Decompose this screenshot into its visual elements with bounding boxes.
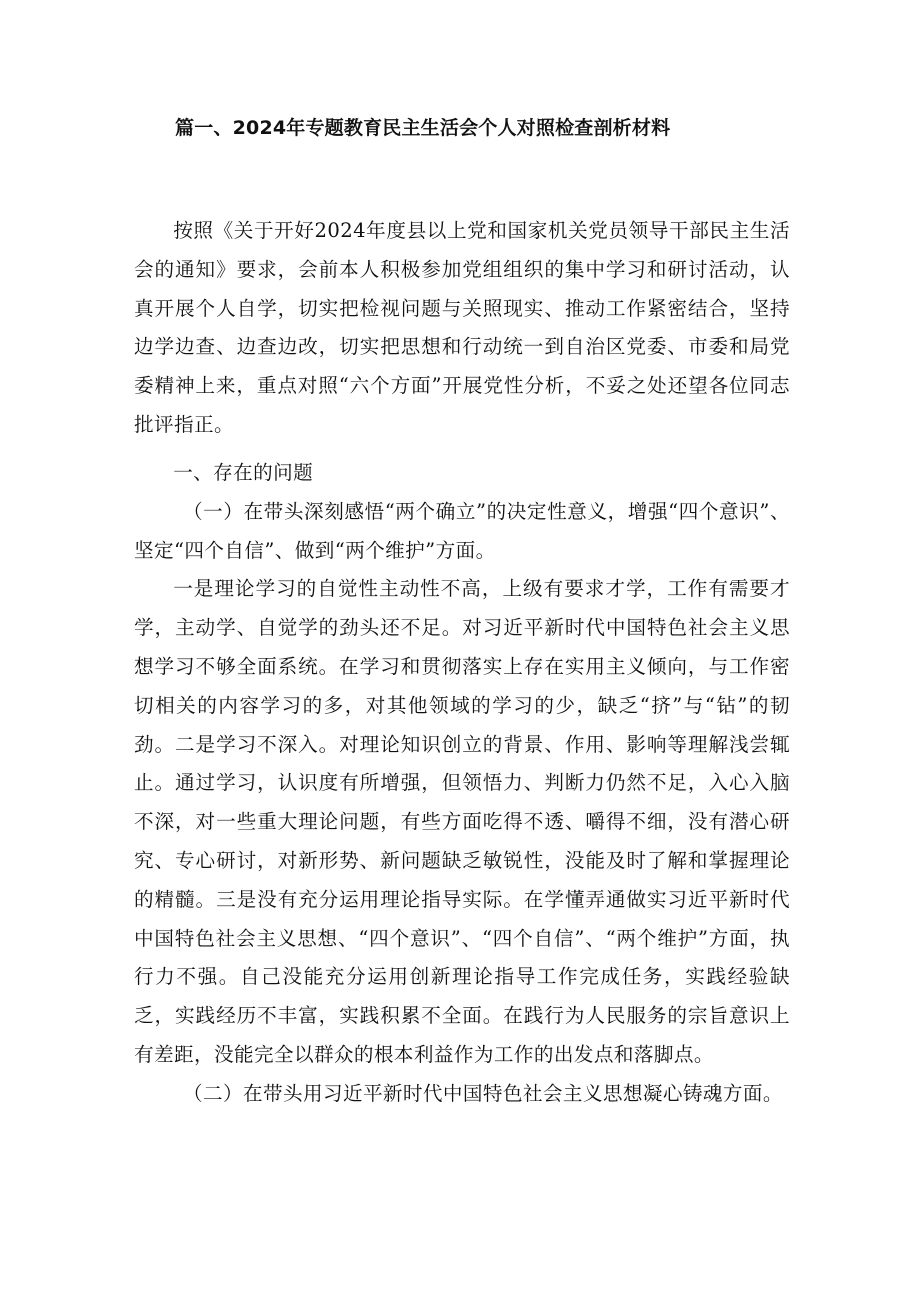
document-body [134,212,790,1114]
subsection-heading-2: （二）在带头用习近平新时代中国特色社会主义思想凝心铸魂方面。 [183,1081,783,1105]
subsection-heading-1: （一）在带头深刻感悟“两个确立”的决定性意义，增强“四个意识”、坚定“四个自信”、做到“两个维护”方面。 [134,499,790,562]
document-title: 篇一、2024年专题教育民主生活会个人对照检查剖析材料 [175,117,671,139]
intro-paragraph: 按照《关于开好2024年度县以上党和国家机关党员领导干部民主生活会的通知》要求，会前本人积极参加党组组织的集中学习和研讨活动，认真开展个人自学，切实把检视问题与关照现实、推动工作紧密结合，坚持边学边查、边查边改，切实把思想和行动统一到自治区党委、市委和局党委精神上来，重点对照“六个方面”开展党性分析，不妥之处还望各位同志批评指正。 [134,219,790,436]
body-paragraph-1: 一是理论学习的自觉性主动性不高，上级有要求才学，工作有需要才学，主动学、自觉学的劲头还不足。对习近平新时代中国特色社会主义思想学习不够全面系统。在学习和贯彻落实上存在实用主义倾向，与工作密切相关的内容学习的多，对其他领域的学习的少，缺乏“挤”与“钻”的韧劲。二是学习不深入。对理论知识创立的背景、作用、影响等理解浅尝辄止。通过学习，认识度有所增强，但领悟力、判断力仍然不足，入心入脑不深，对一些重大理论问题，有些方面吃得不透、嚼得不细，没有潜心研究、专心研讨，对新形势、新问题缺乏敏锐性，没能及时了解和掌握理论的精髓。三是没有充分运用理论指导实际。在学懂弄通做实习近平新时代中国特色社会主义思想、“四个意识”、“四个自信”、“两个维护”方面，执行力不强。自己没能充分运用创新理论指导工作完成任务，实践经验缺乏，实践经历不丰富，实践积累不全面。在践行为人民服务的宗旨意识上有差距，没能完全以群众的根本利益作为工作的出发点和落脚点。 [134,577,790,1066]
section-heading-problems: 一、存在的问题 [173,460,314,484]
